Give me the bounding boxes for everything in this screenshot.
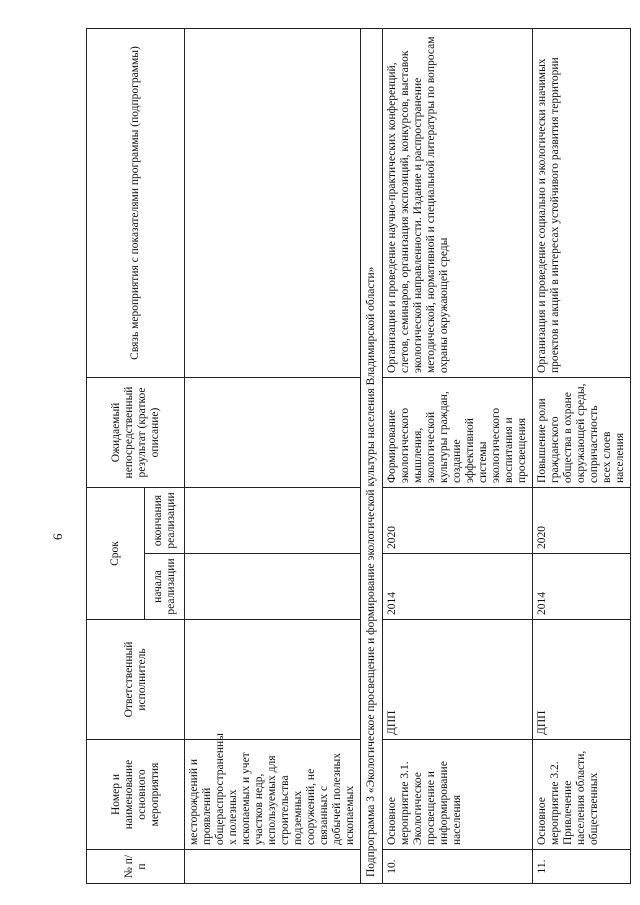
cell-result: Повышение роли гражданского общества в охране окружающей среды, сопричастность всех слоев населения — [533, 377, 631, 487]
header-link: Связь мероприятия с показателями программы (подпрограммы) — [87, 28, 185, 377]
cell-num — [185, 850, 361, 884]
measures-table — [86, 28, 631, 884]
header-term-end: окончания реализации — [145, 487, 185, 553]
cell-responsible — [185, 620, 361, 740]
cell-name: Основное мероприятие 3.1. Экологическое просвещение и информирование населения — [383, 740, 533, 850]
cell-start: 2014 — [383, 554, 533, 620]
header-name: Номер и наименование основного мероприятия — [87, 740, 185, 850]
table-row — [383, 28, 533, 883]
header-num: № п/п — [87, 850, 185, 884]
header-result: Ожидаемый непосредственный результат (краткое описание) — [87, 377, 185, 487]
header-term: Срок — [87, 487, 145, 619]
cell-name: месторождений и проявлений общераспространенны х полезных ископаемых и учет участков недр, используемых для строительства подземных сооружений, не связанных с добычей полезных ископаемых — [185, 740, 361, 850]
page-number: 6 — [50, 533, 65, 540]
cell-link — [185, 28, 361, 377]
cell-start: 2014 — [533, 554, 631, 620]
cell-result: Формирование экологического мышления, экологической культуры граждан, создание эффективной системы экологического воспитания и просвещения — [383, 377, 533, 487]
table-row — [533, 28, 631, 883]
cell-responsible: ДПП — [533, 620, 631, 740]
cell-link: Организация и проведение социально и экологически значимых проектов и акций в интересах устойчивого развития территории — [533, 28, 631, 377]
cell-end — [185, 487, 361, 553]
cell-responsible: ДПП — [383, 620, 533, 740]
rotated-page — [86, 29, 626, 884]
cell-result — [185, 377, 361, 487]
cell-num: 10. — [383, 850, 533, 884]
cell-start — [185, 554, 361, 620]
header-responsible: Ответственный исполнитель — [87, 620, 185, 740]
cell-end: 2020 — [533, 487, 631, 553]
table-row — [185, 28, 361, 883]
cell-end: 2020 — [383, 487, 533, 553]
cell-num: 11. — [533, 850, 631, 884]
cell-name: Основное мероприятие 3.2. Привлечение населения области, общественных — [533, 740, 631, 850]
cell-link: Организация и проведение научно-практических конференций, слетов, семинаров, организация экспозиций, конкурсов, выставок экологической направленности. Издание и распространение методической, нормативной и специальной литературы по вопросам охраны окружающей среды — [383, 28, 533, 377]
header-term-start: начала реализации — [145, 554, 185, 620]
subprogram-title: Подпрограмма 3 «Экологическое просвещение и формирование экологической культуры населения Владимирской области» — [361, 28, 383, 883]
subprogram-row — [361, 28, 383, 883]
